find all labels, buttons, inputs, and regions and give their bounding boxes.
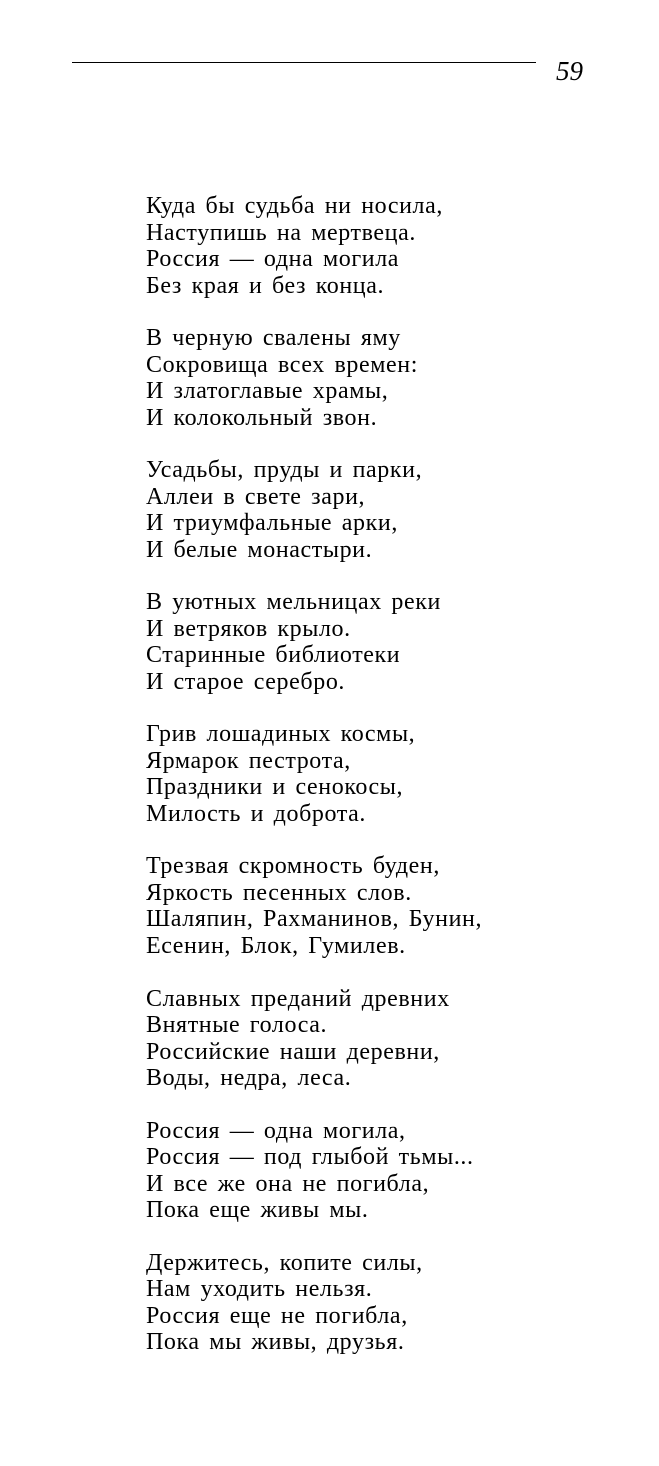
stanza-5 — [146, 721, 636, 827]
poem-line: И колокольный звон. — [146, 404, 378, 431]
stanza-9 — [146, 1250, 636, 1356]
poem-line: Воды, недра, леса. — [146, 1065, 352, 1092]
poem-line: И все же она не погибла, — [146, 1170, 430, 1197]
poem-line: Славных преданий древних — [146, 985, 450, 1012]
poem-line: И белые монастыри. — [146, 536, 373, 563]
poem-line: Яркость песенных слов. — [146, 879, 412, 906]
poem-line: Старинные библиотеки — [146, 642, 401, 669]
poem-line: Без края и без конца. — [146, 272, 385, 299]
poem-line: Ярмарок пестрота, — [146, 747, 351, 774]
poem-line: Россия — под глыбой тьмы... — [146, 1144, 474, 1171]
poem-line: Российские наши деревни, — [146, 1038, 440, 1065]
poem-line: Держитесь, копите силы, — [146, 1249, 423, 1276]
poem-line: И старое серебро. — [146, 668, 346, 695]
poem-line: Россия — одна могила — [146, 246, 400, 272]
poem-line: Сокровища всех времен: — [146, 351, 418, 378]
stanza-4 — [146, 589, 636, 695]
header-rule — [72, 62, 536, 63]
stanza-7 — [146, 986, 636, 1092]
poem-line: Есенин, Блок, Гумилев. — [146, 932, 406, 959]
poem-line: Пока еще живы мы. — [146, 1197, 369, 1224]
poem-line: Грив лошадиных космы, — [146, 721, 416, 748]
poem-line: Нам уходить нельзя. — [146, 1276, 373, 1303]
poem — [146, 193, 636, 1382]
poem-line: В черную свалены яму — [146, 325, 401, 352]
poem-line: Россия — одна могила, — [146, 1117, 406, 1144]
poem-line: И ветряков крыло. — [146, 615, 351, 642]
poem-line: Аллеи в свете зари, — [146, 483, 366, 510]
poem-line: Шаляпин, Рахманинов, Бунин, — [146, 906, 483, 933]
poem-line: И триумфальные арки, — [146, 510, 398, 537]
page-number: 59 — [556, 56, 583, 86]
poem-line: Трезвая скромность буден, — [146, 853, 440, 880]
poem-line: И златоглавые храмы, — [146, 378, 389, 405]
poem-line: Куда бы судьба ни носила, — [146, 193, 443, 219]
stanza-8 — [146, 1118, 636, 1224]
stanza-1 — [146, 193, 636, 299]
poem-line: Праздники и сенокосы, — [146, 774, 404, 801]
poem-line: Пока мы живы, друзья. — [146, 1329, 405, 1356]
poem-line: Россия еще не погибла, — [146, 1302, 408, 1329]
stanza-2 — [146, 325, 636, 431]
poem-line: Усадьбы, пруды и парки, — [146, 457, 423, 484]
stanza-3 — [146, 457, 636, 563]
poem-line: В уютных мельницах реки — [146, 589, 441, 616]
stanza-6 — [146, 853, 636, 959]
poem-line: Наступишь на мертвеца. — [146, 219, 416, 246]
poem-line: Внятные голоса. — [146, 1012, 328, 1039]
poem-line: Милость и доброта. — [146, 800, 367, 827]
